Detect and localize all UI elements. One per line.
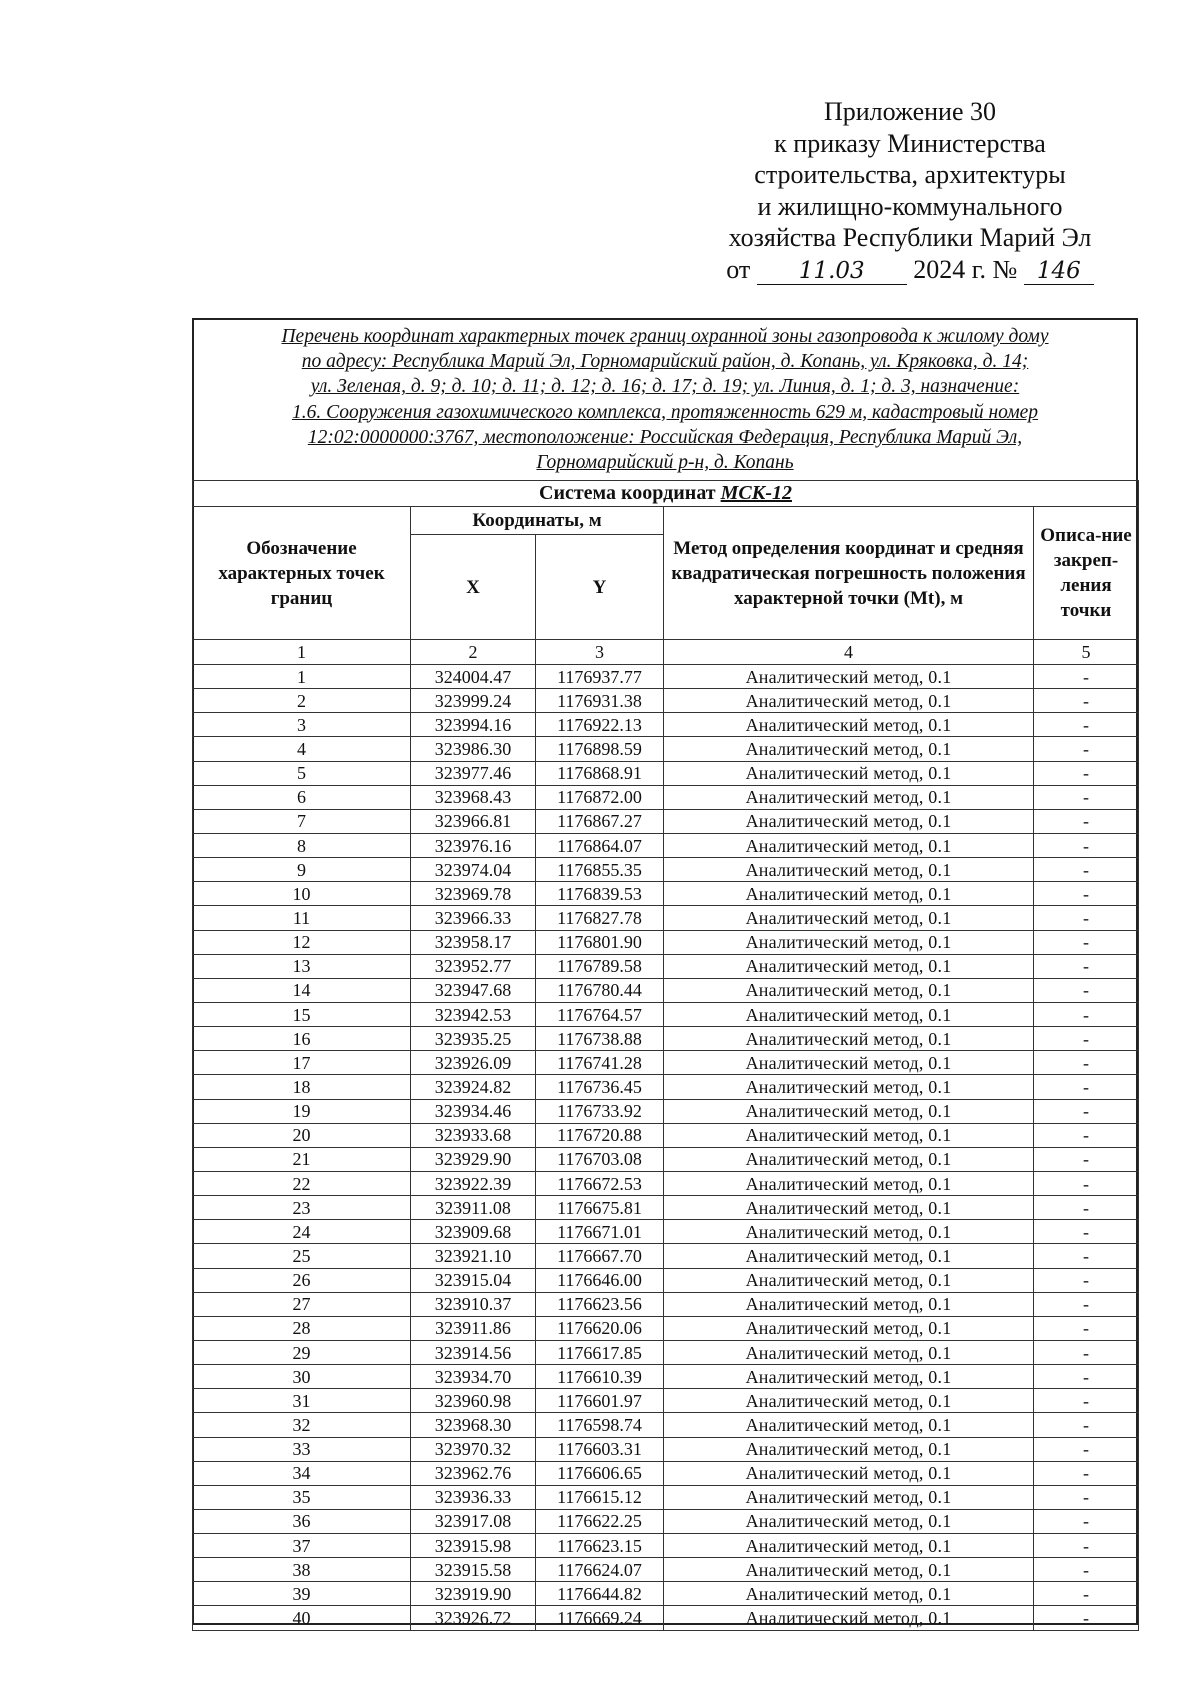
x-coordinate-cell: 323999.24 xyxy=(411,689,536,713)
point-id-cell: 7 xyxy=(193,809,411,833)
table-row xyxy=(193,689,1139,713)
method-cell: Аналитический метод, 0.1 xyxy=(664,1220,1034,1244)
table-row xyxy=(193,906,1139,930)
method-cell: Аналитический метод, 0.1 xyxy=(664,1485,1034,1509)
fixation-cell: - xyxy=(1034,954,1139,978)
caption-line-4: 1.6. Сооружения газохимического комплекса, протяженность 629 м, кадастровый номер xyxy=(291,401,1039,423)
fixation-cell: - xyxy=(1034,858,1139,882)
table-row xyxy=(193,713,1139,737)
table-row xyxy=(193,809,1139,833)
y-coordinate-cell: 1176868.91 xyxy=(536,761,664,785)
point-id-cell: 28 xyxy=(193,1316,411,1340)
table-row xyxy=(193,930,1139,954)
point-id-cell: 9 xyxy=(193,858,411,882)
y-coordinate-cell: 1176764.57 xyxy=(536,1002,664,1026)
y-coordinate-cell: 1176864.07 xyxy=(536,833,664,857)
x-coordinate-cell: 323966.33 xyxy=(411,906,536,930)
x-coordinate-cell: 323929.90 xyxy=(411,1147,536,1171)
point-id-cell: 20 xyxy=(193,1123,411,1147)
y-coordinate-cell: 1176672.53 xyxy=(536,1171,664,1195)
table-row xyxy=(193,1461,1139,1485)
coordinates-table xyxy=(192,480,1139,1631)
method-cell: Аналитический метод, 0.1 xyxy=(664,1558,1034,1582)
y-coordinate-cell: 1176736.45 xyxy=(536,1075,664,1099)
fixation-cell: - xyxy=(1034,1220,1139,1244)
caption-line-2: по адресу: Республика Марий Эл, Горномарийский район, д. Копань, ул. Кряковка, д. 14; xyxy=(301,351,1029,373)
point-id-cell: 10 xyxy=(193,882,411,906)
fixation-cell: - xyxy=(1034,930,1139,954)
x-coordinate-cell: 323934.70 xyxy=(411,1365,536,1389)
table-row xyxy=(193,1196,1139,1220)
x-coordinate-cell: 323935.25 xyxy=(411,1027,536,1051)
y-coordinate-cell: 1176617.85 xyxy=(536,1340,664,1364)
point-id-cell: 29 xyxy=(193,1340,411,1364)
y-coordinate-cell: 1176789.58 xyxy=(536,954,664,978)
table-row xyxy=(193,1485,1139,1509)
y-coordinate-cell: 1176898.59 xyxy=(536,737,664,761)
point-id-cell: 17 xyxy=(193,1051,411,1075)
x-coordinate-cell: 323924.82 xyxy=(411,1075,536,1099)
point-id-cell: 15 xyxy=(193,1002,411,1026)
column-number: 3 xyxy=(536,640,664,665)
table-row xyxy=(193,1437,1139,1461)
fixation-cell: - xyxy=(1034,737,1139,761)
x-coordinate-cell: 323934.46 xyxy=(411,1099,536,1123)
x-coordinate-cell: 323968.30 xyxy=(411,1413,536,1437)
table-row xyxy=(193,1220,1139,1244)
point-id-cell: 40 xyxy=(193,1606,411,1630)
fixation-cell: - xyxy=(1034,1534,1139,1558)
fixation-cell: - xyxy=(1034,1316,1139,1340)
x-coordinate-cell: 323914.56 xyxy=(411,1340,536,1364)
header-row-1 xyxy=(193,507,1139,535)
y-coordinate-cell: 1176606.65 xyxy=(536,1461,664,1485)
appendix-header xyxy=(690,96,1130,285)
y-coordinate-cell: 1176720.88 xyxy=(536,1123,664,1147)
point-id-cell: 36 xyxy=(193,1509,411,1533)
header-line-5: хозяйства Республики Марий Эл xyxy=(728,223,1092,252)
method-cell: Аналитический метод, 0.1 xyxy=(664,1147,1034,1171)
table-row xyxy=(193,665,1139,689)
y-coordinate-cell: 1176801.90 xyxy=(536,930,664,954)
x-coordinate-cell: 323977.46 xyxy=(411,761,536,785)
x-coordinate-cell: 323933.68 xyxy=(411,1123,536,1147)
y-coordinate-cell: 1176601.97 xyxy=(536,1389,664,1413)
table-row xyxy=(193,1244,1139,1268)
y-coordinate-cell: 1176615.12 xyxy=(536,1485,664,1509)
table-row xyxy=(193,761,1139,785)
point-id-cell: 3 xyxy=(193,713,411,737)
header-line-3: строительства, архитектуры xyxy=(754,160,1066,189)
method-cell: Аналитический метод, 0.1 xyxy=(664,1171,1034,1195)
x-coordinate-cell: 323921.10 xyxy=(411,1244,536,1268)
method-cell: Аналитический метод, 0.1 xyxy=(664,1509,1034,1533)
point-id-cell: 25 xyxy=(193,1244,411,1268)
method-cell: Аналитический метод, 0.1 xyxy=(664,930,1034,954)
fixation-cell: - xyxy=(1034,1171,1139,1195)
method-cell: Аналитический метод, 0.1 xyxy=(664,1461,1034,1485)
method-cell: Аналитический метод, 0.1 xyxy=(664,1002,1034,1026)
fixation-cell: - xyxy=(1034,1147,1139,1171)
caption-line-6: Горномарийский р-н, д. Копань xyxy=(536,452,794,474)
y-coordinate-cell: 1176671.01 xyxy=(536,1220,664,1244)
fixation-cell: - xyxy=(1034,761,1139,785)
coordinate-system-label: Система координат xyxy=(539,482,716,504)
table-row xyxy=(193,1123,1139,1147)
method-cell: Аналитический метод, 0.1 xyxy=(664,761,1034,785)
x-coordinate-cell: 323922.39 xyxy=(411,1171,536,1195)
table-row xyxy=(193,954,1139,978)
y-coordinate-cell: 1176622.25 xyxy=(536,1509,664,1533)
x-coordinate-cell: 323936.33 xyxy=(411,1485,536,1509)
y-coordinate-cell: 1176598.74 xyxy=(536,1413,664,1437)
table-row xyxy=(193,833,1139,857)
method-cell: Аналитический метод, 0.1 xyxy=(664,1027,1034,1051)
x-coordinate-cell: 323919.90 xyxy=(411,1582,536,1606)
fixation-cell: - xyxy=(1034,833,1139,857)
table-row xyxy=(193,1268,1139,1292)
caption-line-1: Перечень координат характерных точек границ охранной зоны газопровода к жилому дому xyxy=(281,326,1049,347)
method-cell: Аналитический метод, 0.1 xyxy=(664,1340,1034,1364)
fixation-cell: - xyxy=(1034,906,1139,930)
y-coordinate-cell: 1176623.15 xyxy=(536,1534,664,1558)
y-coordinate-cell: 1176738.88 xyxy=(536,1027,664,1051)
fixation-cell: - xyxy=(1034,1051,1139,1075)
x-coordinate-cell: 323958.17 xyxy=(411,930,536,954)
point-id-cell: 8 xyxy=(193,833,411,857)
from-label: от xyxy=(726,254,751,284)
method-cell: Аналитический метод, 0.1 xyxy=(664,833,1034,857)
table-row xyxy=(193,1027,1139,1051)
x-coordinate-cell: 323986.30 xyxy=(411,737,536,761)
fixation-cell: - xyxy=(1034,1244,1139,1268)
column-number: 4 xyxy=(664,640,1034,665)
point-id-cell: 34 xyxy=(193,1461,411,1485)
year-label: 2024 г. № xyxy=(913,254,1018,284)
column-number: 1 xyxy=(193,640,411,665)
x-coordinate-cell: 323960.98 xyxy=(411,1389,536,1413)
column-number: 2 xyxy=(411,640,536,665)
point-id-cell: 30 xyxy=(193,1365,411,1389)
y-coordinate-cell: 1176667.70 xyxy=(536,1244,664,1268)
x-coordinate-cell: 324004.47 xyxy=(411,665,536,689)
table-row xyxy=(193,1534,1139,1558)
method-cell: Аналитический метод, 0.1 xyxy=(664,1123,1034,1147)
y-coordinate-cell: 1176703.08 xyxy=(536,1147,664,1171)
table-row xyxy=(193,1002,1139,1026)
table-row xyxy=(193,1389,1139,1413)
fixation-cell: - xyxy=(1034,1340,1139,1364)
point-id-cell: 19 xyxy=(193,1099,411,1123)
point-id-cell: 24 xyxy=(193,1220,411,1244)
point-id-cell: 14 xyxy=(193,978,411,1002)
method-cell: Аналитический метод, 0.1 xyxy=(664,906,1034,930)
col-x-header: X xyxy=(411,535,536,640)
fixation-cell: - xyxy=(1034,1582,1139,1606)
point-id-cell: 18 xyxy=(193,1075,411,1099)
col-method-header: Метод определения координат и средняя квадратическая погрешность положения характерной точки (Mt), м xyxy=(664,507,1034,640)
fixation-cell: - xyxy=(1034,1509,1139,1533)
table-row xyxy=(193,785,1139,809)
method-cell: Аналитический метод, 0.1 xyxy=(664,1316,1034,1340)
table-row xyxy=(193,1606,1139,1630)
point-id-cell: 4 xyxy=(193,737,411,761)
table-row xyxy=(193,1051,1139,1075)
x-coordinate-cell: 323915.58 xyxy=(411,1558,536,1582)
x-coordinate-cell: 323911.86 xyxy=(411,1316,536,1340)
table-caption xyxy=(196,324,1134,475)
method-cell: Аналитический метод, 0.1 xyxy=(664,1196,1034,1220)
col-desc-header: Описа-ние закреп-ления точки xyxy=(1034,507,1139,640)
y-coordinate-cell: 1176827.78 xyxy=(536,906,664,930)
y-coordinate-cell: 1176675.81 xyxy=(536,1196,664,1220)
table-row xyxy=(193,882,1139,906)
fixation-cell: - xyxy=(1034,1461,1139,1485)
point-id-cell: 31 xyxy=(193,1389,411,1413)
method-cell: Аналитический метод, 0.1 xyxy=(664,1075,1034,1099)
x-coordinate-cell: 323947.68 xyxy=(411,978,536,1002)
method-cell: Аналитический метод, 0.1 xyxy=(664,785,1034,809)
fixation-cell: - xyxy=(1034,809,1139,833)
method-cell: Аналитический метод, 0.1 xyxy=(664,1099,1034,1123)
x-coordinate-cell: 323909.68 xyxy=(411,1220,536,1244)
header-date-line xyxy=(690,254,1130,286)
fixation-cell: - xyxy=(1034,1268,1139,1292)
fixation-cell: - xyxy=(1034,978,1139,1002)
x-coordinate-cell: 323966.81 xyxy=(411,809,536,833)
table-row xyxy=(193,858,1139,882)
column-number: 5 xyxy=(1034,640,1139,665)
y-coordinate-cell: 1176610.39 xyxy=(536,1365,664,1389)
y-coordinate-cell: 1176644.82 xyxy=(536,1582,664,1606)
point-id-cell: 35 xyxy=(193,1485,411,1509)
y-coordinate-cell: 1176855.35 xyxy=(536,858,664,882)
fixation-cell: - xyxy=(1034,1002,1139,1026)
col-coords-header: Координаты, м xyxy=(411,507,664,535)
y-coordinate-cell: 1176922.13 xyxy=(536,713,664,737)
point-id-cell: 6 xyxy=(193,785,411,809)
table-row xyxy=(193,1075,1139,1099)
y-coordinate-cell: 1176624.07 xyxy=(536,1558,664,1582)
fixation-cell: - xyxy=(1034,665,1139,689)
x-coordinate-cell: 323911.08 xyxy=(411,1196,536,1220)
caption-line-5: 12:02:0000000:3767, местоположение: Российская Федерация, Республика Марий Эл, xyxy=(307,426,1023,448)
fixation-cell: - xyxy=(1034,1365,1139,1389)
fixation-cell: - xyxy=(1034,882,1139,906)
point-id-cell: 37 xyxy=(193,1534,411,1558)
method-cell: Аналитический метод, 0.1 xyxy=(664,1413,1034,1437)
table-row xyxy=(193,978,1139,1002)
x-coordinate-cell: 323952.77 xyxy=(411,954,536,978)
y-coordinate-cell: 1176603.31 xyxy=(536,1437,664,1461)
table-row xyxy=(193,1292,1139,1316)
point-id-cell: 26 xyxy=(193,1268,411,1292)
fixation-cell: - xyxy=(1034,1606,1139,1630)
method-cell: Аналитический метод, 0.1 xyxy=(664,665,1034,689)
table-row xyxy=(193,1147,1139,1171)
fixation-cell: - xyxy=(1034,713,1139,737)
method-cell: Аналитический метод, 0.1 xyxy=(664,1244,1034,1268)
fixation-cell: - xyxy=(1034,1027,1139,1051)
x-coordinate-cell: 323962.76 xyxy=(411,1461,536,1485)
fixation-cell: - xyxy=(1034,1413,1139,1437)
coordinate-system-row xyxy=(193,481,1139,507)
col-y-header: Y xyxy=(536,535,664,640)
caption-line-3: ул. Зеленая, д. 9; д. 10; д. 11; д. 12; д. 16; д. 17; д. 19; ул. Линия, д. 1; д. 3, назначение: xyxy=(310,376,1020,398)
x-coordinate-cell: 323915.04 xyxy=(411,1268,536,1292)
y-coordinate-cell: 1176669.24 xyxy=(536,1606,664,1630)
table-row xyxy=(193,1558,1139,1582)
point-id-cell: 16 xyxy=(193,1027,411,1051)
method-cell: Аналитический метод, 0.1 xyxy=(664,809,1034,833)
method-cell: Аналитический метод, 0.1 xyxy=(664,1051,1034,1075)
x-coordinate-cell: 323968.43 xyxy=(411,785,536,809)
x-coordinate-cell: 323969.78 xyxy=(411,882,536,906)
table-row xyxy=(193,1099,1139,1123)
fixation-cell: - xyxy=(1034,1196,1139,1220)
point-id-cell: 2 xyxy=(193,689,411,713)
table-row xyxy=(193,737,1139,761)
fixation-cell: - xyxy=(1034,785,1139,809)
fixation-cell: - xyxy=(1034,689,1139,713)
table-row xyxy=(193,1582,1139,1606)
header-line-4: и жилищно-коммунального xyxy=(757,191,1063,221)
x-coordinate-cell: 323994.16 xyxy=(411,713,536,737)
handwritten-number: 146 xyxy=(1024,258,1094,285)
coordinate-system-cell xyxy=(193,481,1139,507)
point-id-cell: 11 xyxy=(193,906,411,930)
method-cell: Аналитический метод, 0.1 xyxy=(664,954,1034,978)
point-id-cell: 21 xyxy=(193,1147,411,1171)
y-coordinate-cell: 1176937.77 xyxy=(536,665,664,689)
method-cell: Аналитический метод, 0.1 xyxy=(664,1268,1034,1292)
point-id-cell: 32 xyxy=(193,1413,411,1437)
fixation-cell: - xyxy=(1034,1292,1139,1316)
fixation-cell: - xyxy=(1034,1558,1139,1582)
method-cell: Аналитический метод, 0.1 xyxy=(664,978,1034,1002)
column-number-row xyxy=(193,640,1139,665)
point-id-cell: 5 xyxy=(193,761,411,785)
table-row xyxy=(193,1365,1139,1389)
fixation-cell: - xyxy=(1034,1437,1139,1461)
method-cell: Аналитический метод, 0.1 xyxy=(664,1582,1034,1606)
method-cell: Аналитический метод, 0.1 xyxy=(664,689,1034,713)
method-cell: Аналитический метод, 0.1 xyxy=(664,1365,1034,1389)
x-coordinate-cell: 323926.72 xyxy=(411,1606,536,1630)
y-coordinate-cell: 1176620.06 xyxy=(536,1316,664,1340)
fixation-cell: - xyxy=(1034,1389,1139,1413)
x-coordinate-cell: 323910.37 xyxy=(411,1292,536,1316)
method-cell: Аналитический метод, 0.1 xyxy=(664,1437,1034,1461)
x-coordinate-cell: 323926.09 xyxy=(411,1051,536,1075)
point-id-cell: 33 xyxy=(193,1437,411,1461)
point-id-cell: 39 xyxy=(193,1582,411,1606)
point-id-cell: 1 xyxy=(193,665,411,689)
coordinate-system-name: МСК-12 xyxy=(720,482,792,504)
method-cell: Аналитический метод, 0.1 xyxy=(664,1606,1034,1630)
point-id-cell: 13 xyxy=(193,954,411,978)
y-coordinate-cell: 1176733.92 xyxy=(536,1099,664,1123)
method-cell: Аналитический метод, 0.1 xyxy=(664,713,1034,737)
y-coordinate-cell: 1176839.53 xyxy=(536,882,664,906)
y-coordinate-cell: 1176872.00 xyxy=(536,785,664,809)
fixation-cell: - xyxy=(1034,1099,1139,1123)
point-id-cell: 38 xyxy=(193,1558,411,1582)
y-coordinate-cell: 1176646.00 xyxy=(536,1268,664,1292)
method-cell: Аналитический метод, 0.1 xyxy=(664,1534,1034,1558)
method-cell: Аналитический метод, 0.1 xyxy=(664,882,1034,906)
x-coordinate-cell: 323917.08 xyxy=(411,1509,536,1533)
header-line-2: к приказу Министерства xyxy=(774,128,1046,158)
point-id-cell: 23 xyxy=(193,1196,411,1220)
table-row xyxy=(193,1316,1139,1340)
point-id-cell: 12 xyxy=(193,930,411,954)
method-cell: Аналитический метод, 0.1 xyxy=(664,1292,1034,1316)
y-coordinate-cell: 1176623.56 xyxy=(536,1292,664,1316)
y-coordinate-cell: 1176931.38 xyxy=(536,689,664,713)
method-cell: Аналитический метод, 0.1 xyxy=(664,737,1034,761)
fixation-cell: - xyxy=(1034,1123,1139,1147)
table-row xyxy=(193,1171,1139,1195)
y-coordinate-cell: 1176867.27 xyxy=(536,809,664,833)
method-cell: Аналитический метод, 0.1 xyxy=(664,1389,1034,1413)
y-coordinate-cell: 1176780.44 xyxy=(536,978,664,1002)
col-point-header: Обозначение характерных точек границ xyxy=(193,507,411,640)
x-coordinate-cell: 323976.16 xyxy=(411,833,536,857)
y-coordinate-cell: 1176741.28 xyxy=(536,1051,664,1075)
point-id-cell: 27 xyxy=(193,1292,411,1316)
method-cell: Аналитический метод, 0.1 xyxy=(664,858,1034,882)
header-line-1: Приложение 30 xyxy=(823,97,997,126)
table-row xyxy=(193,1509,1139,1533)
x-coordinate-cell: 323970.32 xyxy=(411,1437,536,1461)
table-row xyxy=(193,1340,1139,1364)
handwritten-date: 11.03 xyxy=(757,258,907,285)
point-id-cell: 22 xyxy=(193,1171,411,1195)
x-coordinate-cell: 323974.04 xyxy=(411,858,536,882)
coordinates-body xyxy=(193,665,1139,1631)
x-coordinate-cell: 323942.53 xyxy=(411,1002,536,1026)
fixation-cell: - xyxy=(1034,1075,1139,1099)
table-row xyxy=(193,1413,1139,1437)
x-coordinate-cell: 323915.98 xyxy=(411,1534,536,1558)
fixation-cell: - xyxy=(1034,1485,1139,1509)
